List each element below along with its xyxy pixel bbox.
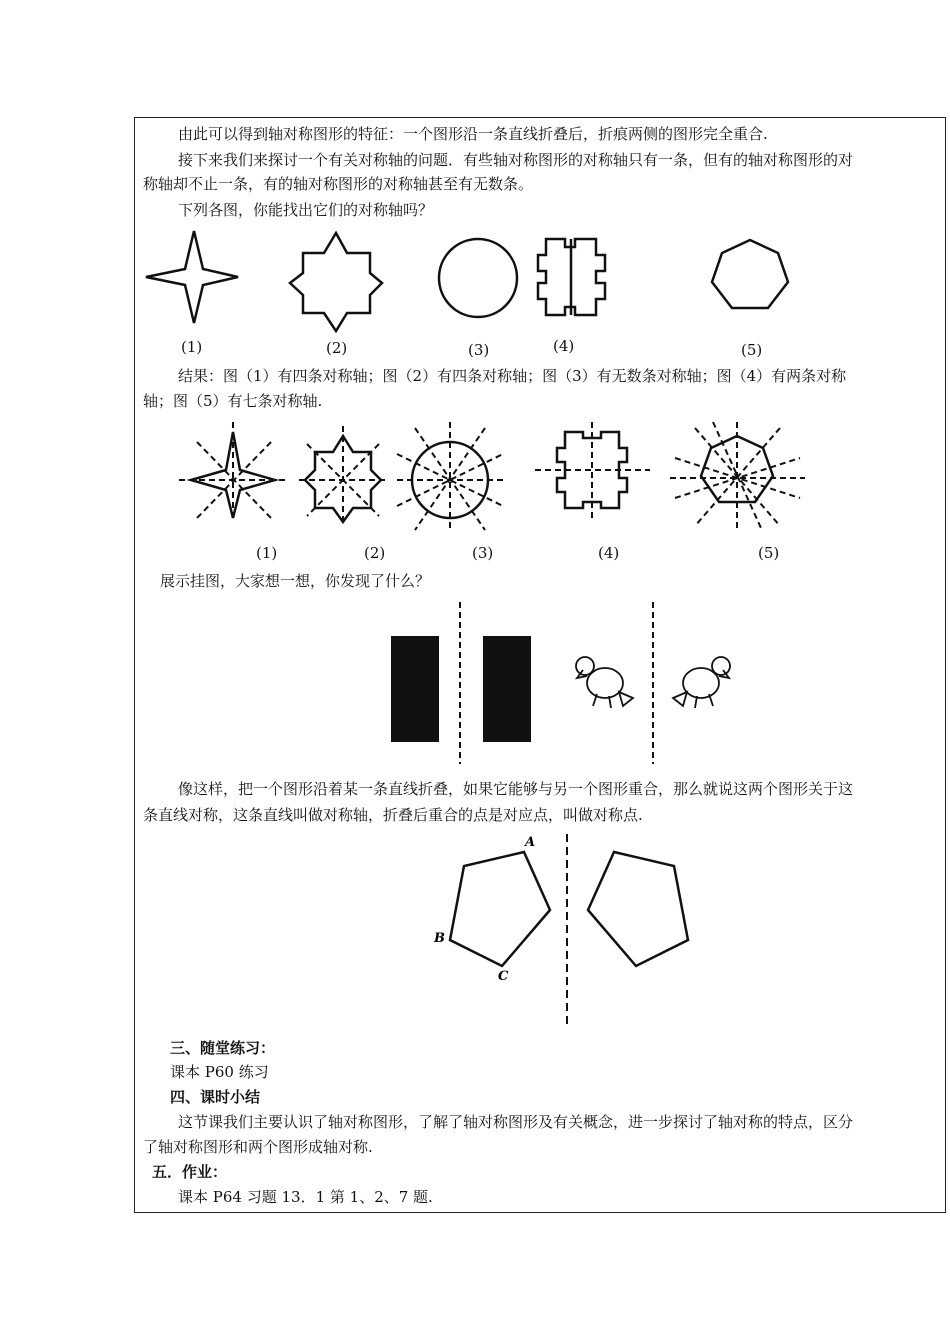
question-text: 下列各图，你能找出它们的对称轴吗？ bbox=[178, 201, 434, 219]
definition-line2: 条直线对称，这条直线叫做对称轴，折叠后重合的点是对应点，叫做对称点. bbox=[143, 806, 643, 824]
section4-heading: 四、课时小结 bbox=[170, 1088, 261, 1106]
result-line2: 轴；图（5）有七条对称轴. bbox=[143, 392, 323, 410]
paragraph-feature: 由此可以得到轴对称图形的特征：一个图形沿一条直线折叠后，折痕两侧的图形完全重合. bbox=[178, 125, 768, 143]
four-point-star bbox=[146, 231, 238, 323]
section5-heading: 五．作业： bbox=[152, 1163, 228, 1181]
fig2-label-1: (1) bbox=[256, 544, 278, 562]
fig1-label-4: (4) bbox=[553, 337, 575, 355]
figure-mirror-pictures bbox=[383, 598, 743, 768]
fig1-label-3: (3) bbox=[468, 341, 490, 359]
section3-heading: 三、随堂练习： bbox=[170, 1039, 276, 1057]
paragraph-axis-line2: 称轴却不止一条，有的轴对称图形的对称轴甚至有无数条。 bbox=[143, 175, 534, 193]
heptagon-shape bbox=[712, 240, 788, 308]
fig2-label-5: (5) bbox=[758, 544, 780, 562]
fig2-label-2: (2) bbox=[364, 544, 386, 562]
figure-pentagons bbox=[430, 830, 700, 1030]
section5-body: 课本 P64 习题 13．1 第 1、2、7 题. bbox=[178, 1188, 433, 1206]
point-b: B bbox=[434, 931, 445, 946]
summary-line1: 这节课我们主要认识了轴对称图形，了解了轴对称图形及有关概念，进一步探讨了轴对称的特点，区分 bbox=[178, 1113, 854, 1131]
section3-body: 课本 P60 练习 bbox=[170, 1063, 269, 1081]
result-line1: 结果：图（1）有四条对称轴；图（2）有四条对称轴；图（3）有无数条对称轴；图（4）有两条对称 bbox=[178, 367, 847, 385]
pentagon-right bbox=[588, 852, 688, 966]
summary-line2: 了轴对称图形和两个图形成轴对称. bbox=[143, 1138, 373, 1156]
bird-left bbox=[576, 657, 633, 708]
eight-point-star bbox=[290, 233, 382, 331]
definition-line1: 像这样，把一个图形沿着某一条直线折叠，如果它能够与另一个图形重合，那么就说这两个图形关于这 bbox=[178, 780, 854, 798]
circle-shape bbox=[439, 239, 517, 317]
point-c: C bbox=[498, 969, 509, 984]
pentagon-left bbox=[450, 852, 550, 966]
bird-right bbox=[673, 657, 730, 708]
fig1-label-1: (1) bbox=[181, 338, 203, 356]
fig1-label-5: (5) bbox=[741, 341, 763, 359]
figure-axes bbox=[175, 418, 815, 528]
fig2-label-3: (3) bbox=[472, 544, 494, 562]
fig2-label-4: (4) bbox=[598, 544, 620, 562]
show-prompt: 展示挂图，大家想一想，你发现了什么？ bbox=[160, 572, 431, 590]
fig1-label-2: (2) bbox=[326, 339, 348, 357]
paragraph-axis-line1: 接下来我们来探讨一个有关对称轴的问题．有些轴对称图形的对称轴只有一条，但有的轴对称图形的对 bbox=[178, 151, 854, 169]
figure-shapes bbox=[140, 225, 820, 350]
point-a: A bbox=[525, 835, 536, 850]
